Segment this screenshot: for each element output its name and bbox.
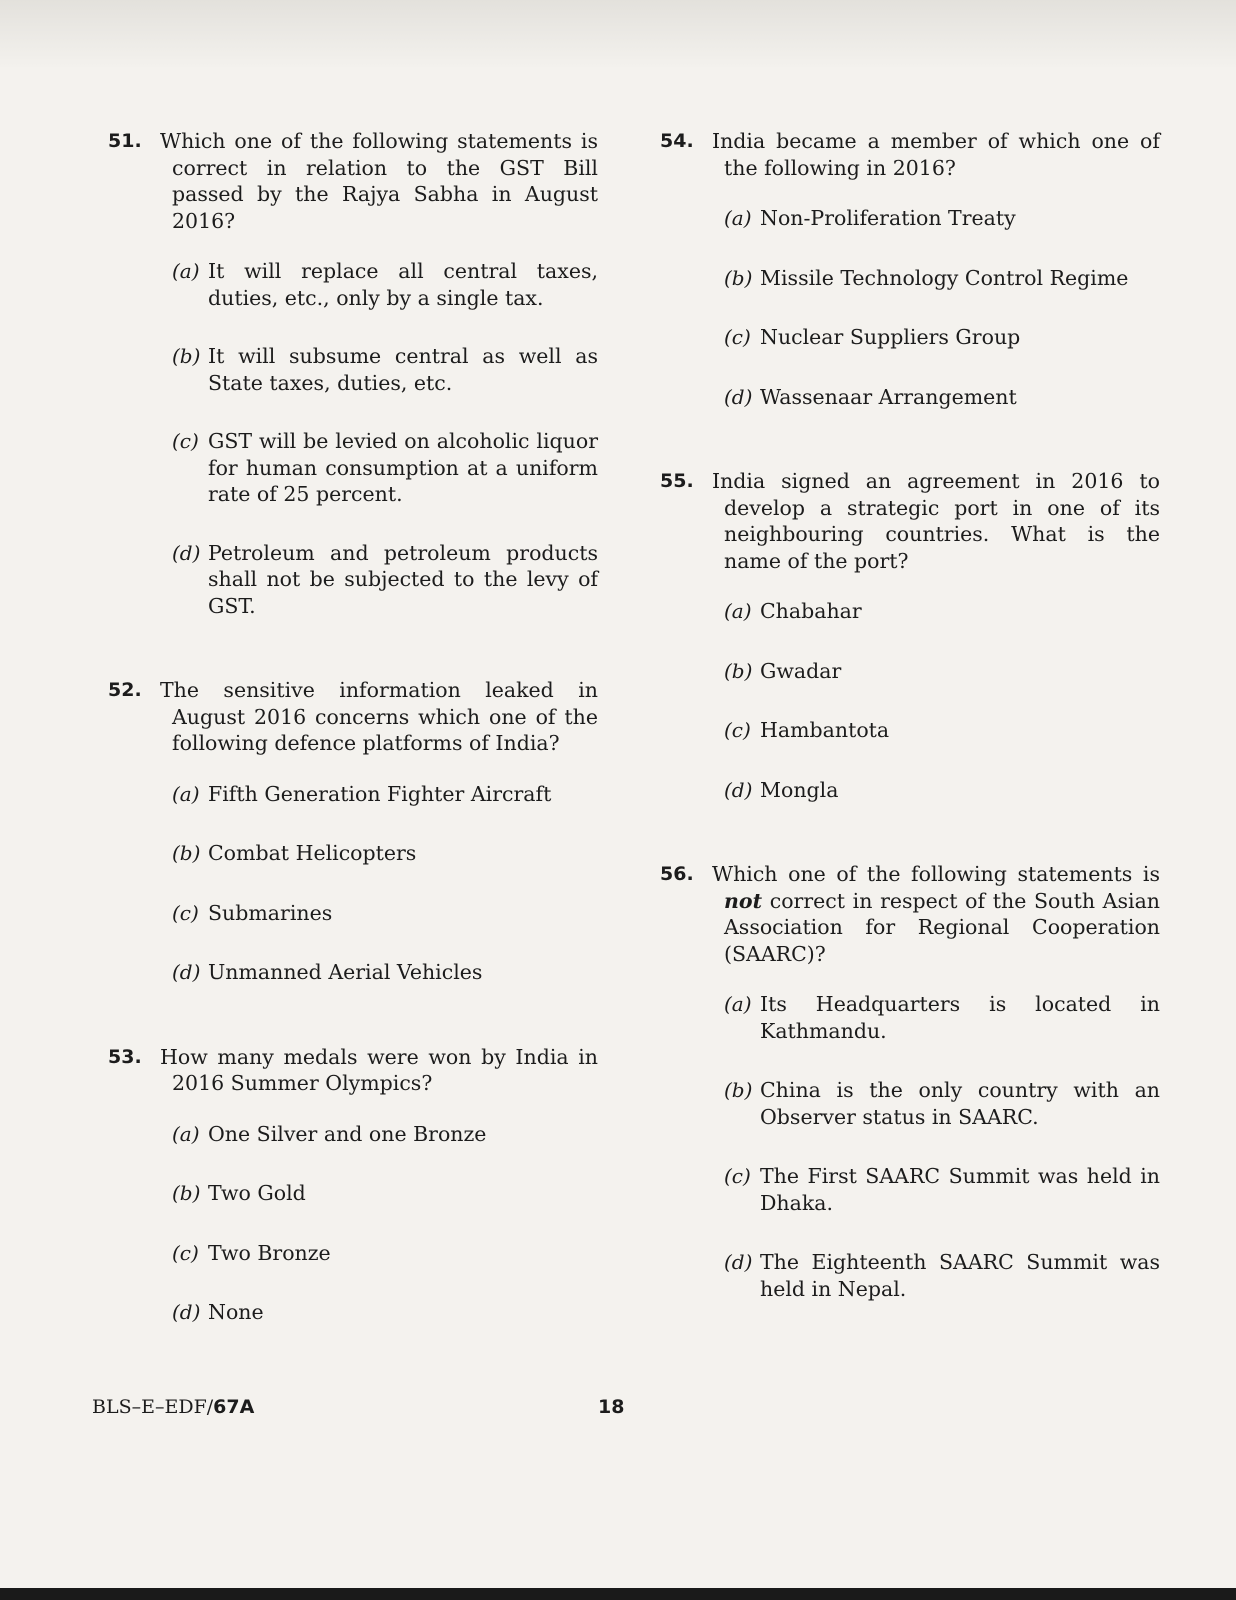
option-text: The First SAARC Summit was held in Dhaka. [760,1164,1160,1215]
option-text: It will replace all central taxes, duties, etc., only by a single tax. [208,259,598,310]
option-a [712,991,1160,1044]
option-label: (a) [172,1121,200,1146]
option-label: (b) [724,658,753,683]
option-label: (a) [724,599,752,623]
scan-top-shadow [0,0,1236,70]
option-text: Wassenaar Arrangement [760,384,1017,409]
option-label: (c) [172,900,199,925]
option-text: Two Bronze [208,1240,331,1265]
options-list [712,598,1160,803]
question-text: The sensitive information leaked in August 2016 concerns which one of the following defence platforms of India? [160,678,598,755]
option-text: Nuclear Suppliers Group [760,325,1021,349]
option-text: One Silver and one Bronze [208,1121,487,1146]
page-number: 18 [598,1396,625,1418]
question-text: How many medals were won by India in 2016 Summer Olympics? [160,1044,598,1095]
option-text: Combat Helicopters [208,841,417,865]
question-text-before: Which one of the following statements is [712,862,1160,886]
question-53 [108,1044,598,1326]
option-c [712,717,1160,744]
option-text: Hambantota [760,718,890,742]
option-label: (b) [172,1181,201,1205]
scan-bottom-edge [0,1588,1236,1600]
option-label: (a) [724,206,752,230]
question-number: 55. [660,470,694,492]
option-label: (b) [172,344,201,368]
option-d [160,1299,598,1326]
question-number: 56. [660,863,694,885]
options-list [712,205,1160,410]
option-label: (d) [724,777,753,802]
question-text [712,861,1160,967]
question-number: 52. [108,679,142,701]
option-b [712,265,1160,292]
option-label: (d) [724,1250,753,1274]
option-d [712,1249,1160,1302]
option-label: (d) [172,960,201,984]
option-b [712,1077,1160,1130]
option-text: Chabahar [760,599,862,623]
option-text: Petroleum and petroleum products shall not be subjected to the levy of GST. [208,540,598,618]
question-text-after: correct in respect of the South Asian Association for Regional Cooperation (SAARC)? [724,888,1160,966]
option-text: Two Gold [208,1181,306,1205]
option-label: (c) [724,325,751,349]
booklet-code [92,1396,254,1418]
option-label: (d) [172,1300,201,1324]
option-label: (c) [172,429,199,453]
option-label: (b) [724,1078,753,1102]
option-text: Missile Technology Control Regime [760,265,1129,290]
option-a [160,1121,598,1148]
question-number: 51. [108,130,142,152]
option-text: Unmanned Aerial Vehicles [208,960,483,984]
question-number: 54. [660,130,694,152]
option-text: China is the only country with an Observer status in SAARC. [760,1078,1160,1129]
option-text: It will subsume central as well as State taxes, duties, etc. [208,344,598,395]
question-text: India became a member of which one of the following in 2016? [712,129,1160,180]
option-label: (a) [172,781,200,806]
option-text: Its Headquarters is located in Kathmandu. [760,992,1160,1043]
option-c [712,1163,1160,1216]
question-number: 53. [108,1045,142,1068]
right-column [660,128,1160,1302]
question-55 [660,468,1160,803]
option-label: (d) [724,384,753,409]
option-text: Gwadar [760,658,842,683]
question-54 [660,128,1160,410]
option-c [712,324,1160,351]
option-c [160,428,598,508]
question-text-emphasis: not [724,888,763,913]
option-label: (b) [172,841,201,865]
option-b [160,343,598,396]
options-list [712,991,1160,1302]
option-label: (d) [172,540,201,565]
option-b [160,1180,598,1207]
options-list [160,781,598,986]
option-label: (a) [724,992,752,1016]
option-d [160,540,598,620]
option-text: Mongla [760,777,839,802]
question-text: India signed an agreement in 2016 to develop a strategic port in one of its neighbouring countries. What is the name of the port? [712,469,1160,573]
booklet-code-suffix: 67A [213,1396,255,1418]
option-label: (c) [724,1164,751,1188]
option-text: The Eighteenth SAARC Summit was held in Nepal. [760,1250,1160,1301]
option-label: (c) [724,718,751,742]
option-text: Fifth Generation Fighter Aircraft [208,781,552,806]
question-51 [108,128,598,619]
booklet-code-prefix: BLS–E–EDF/ [92,1396,214,1418]
option-a [160,258,598,311]
option-text: Submarines [208,900,333,925]
options-list [160,258,598,619]
option-label: (a) [172,259,200,283]
option-d [712,384,1160,411]
option-c [160,900,598,927]
option-d [160,959,598,986]
option-b [160,840,598,867]
option-label: (c) [172,1240,199,1265]
options-list [160,1121,598,1326]
option-a [712,205,1160,232]
option-text: Non-Proliferation Treaty [760,206,1016,230]
question-text: Which one of the following statements is correct in relation to the GST Bill passed by the Rajya Sabha in August 2016? [160,129,598,233]
option-a [160,781,598,808]
option-d [712,777,1160,804]
option-a [712,598,1160,625]
option-text: None [208,1300,264,1324]
option-b [712,658,1160,685]
question-52 [108,677,598,986]
option-label: (b) [724,265,753,290]
option-text: GST will be levied on alcoholic liquor for human consumption at a uniform rate of 25 percent. [208,429,598,506]
left-column [108,128,598,1326]
question-56 [660,861,1160,1302]
option-c [160,1240,598,1267]
